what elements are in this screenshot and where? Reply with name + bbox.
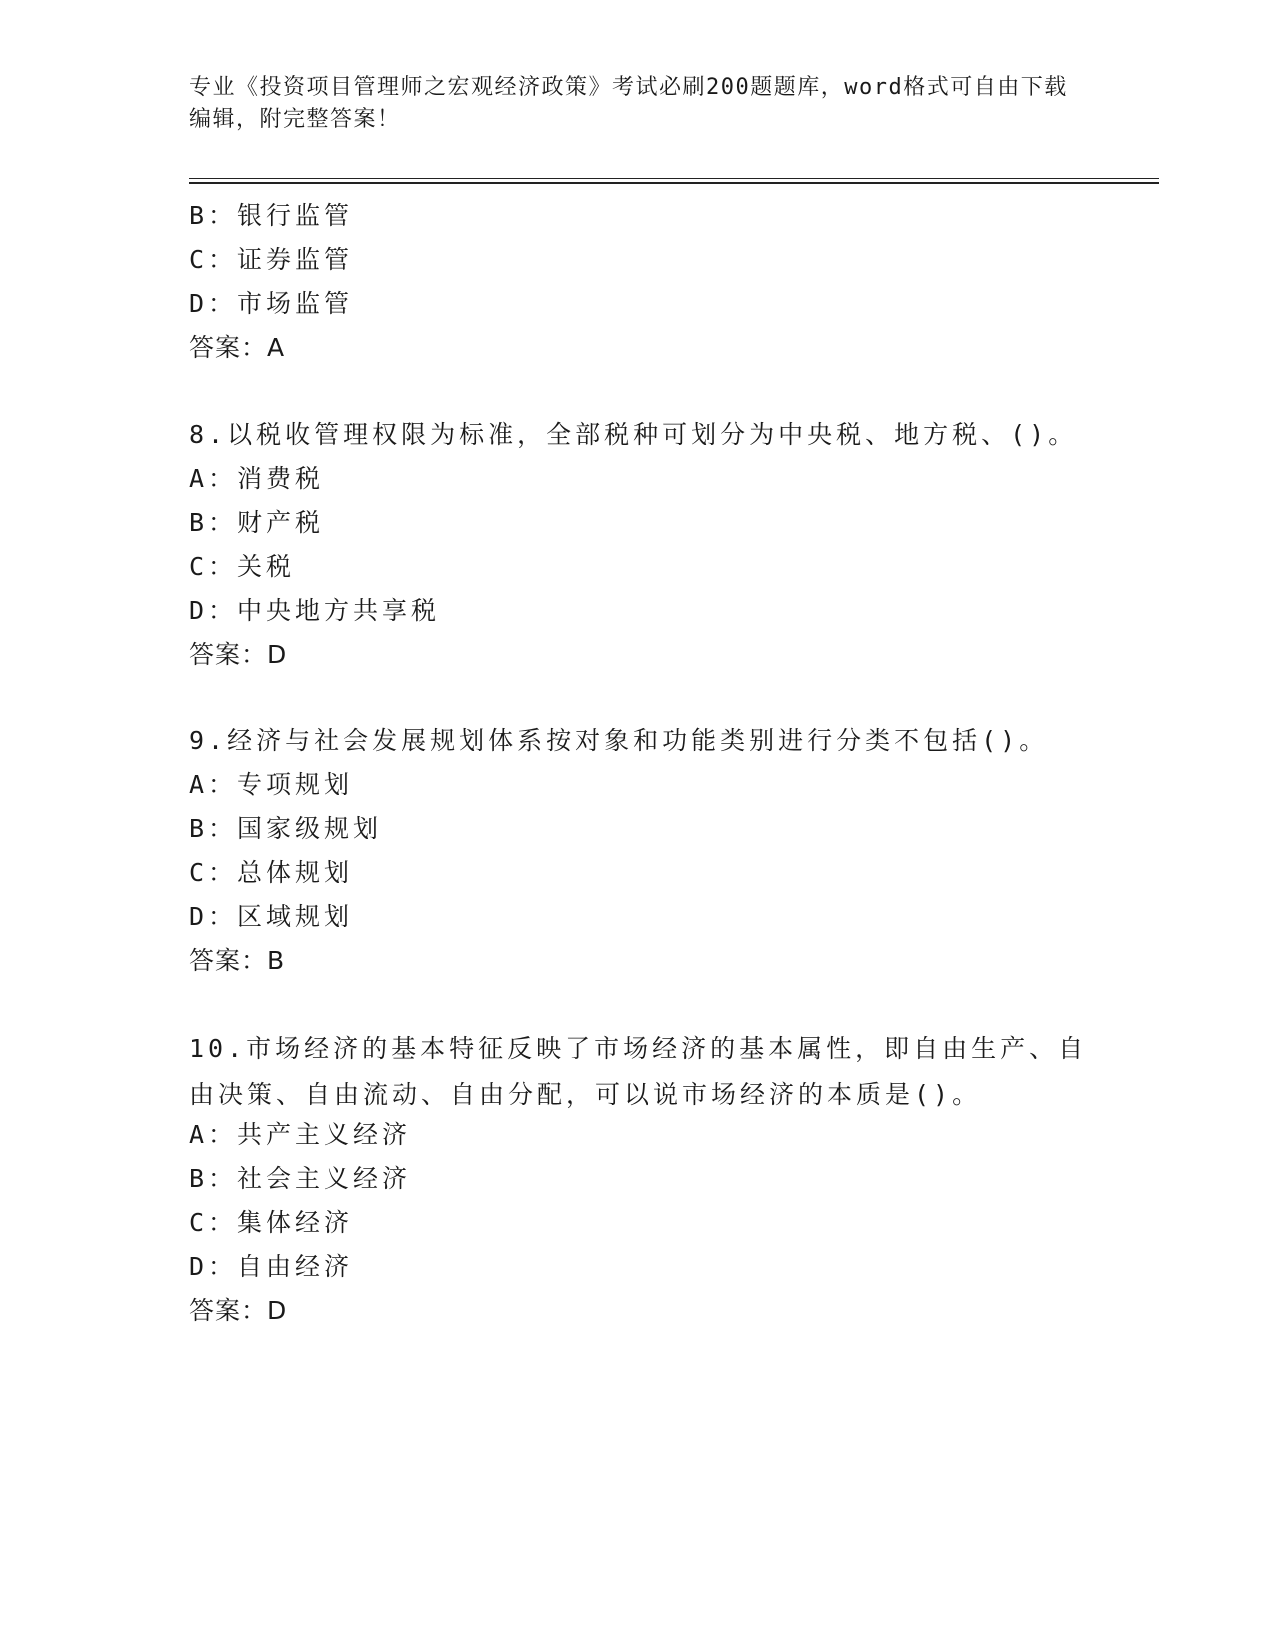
q7-answer: 答案：A — [189, 333, 286, 362]
q9-option-b: B：国家级规划 — [189, 814, 383, 843]
q7-option-d: D：市场监管 — [189, 289, 354, 318]
q7-option-c: C：证券监管 — [189, 245, 354, 274]
q8-option-b: B：财产税 — [189, 508, 325, 537]
q8-option-d: D：中央地方共享税 — [189, 596, 441, 625]
q9-question: 9.经济与社会发展规划体系按对象和功能类别进行分类不包括()。 — [189, 726, 1049, 755]
q10-option-a: A：共产主义经济 — [189, 1120, 412, 1149]
q9-option-c: C：总体规划 — [189, 858, 354, 887]
q10-question: 10.市场经济的基本特征反映了市场经济的基本属性，即自由生产、自由决策、自由流动、自由分配，可以说市场经济的本质是()。 — [189, 1034, 1088, 1109]
q10-answer: 答案：D — [189, 1296, 288, 1325]
q8-answer: 答案：D — [189, 640, 288, 669]
q9-answer: 答案：B — [189, 946, 286, 975]
q9-option-d: D：区域规划 — [189, 902, 354, 931]
q10-option-c: C：集体经济 — [189, 1208, 354, 1237]
q7-option-b: B：银行监管 — [189, 201, 354, 230]
header-rule-thick — [189, 182, 1159, 184]
q8-question: 8.以税收管理权限为标准，全部税种可划分为中央税、地方税、()。 — [189, 420, 1078, 449]
document-header: 专业《投资项目管理师之宏观经济政策》考试必刷200题题库，word格式可自由下载编辑，附完整答案！ — [189, 75, 1068, 132]
header-rule-thin — [189, 178, 1159, 179]
q9-option-a: A：专项规划 — [189, 770, 354, 799]
q10-option-b: B：社会主义经济 — [189, 1164, 412, 1193]
q8-option-a: A：消费税 — [189, 464, 325, 493]
q10-option-d: D：自由经济 — [189, 1252, 354, 1281]
q8-option-c: C：关税 — [189, 552, 296, 581]
